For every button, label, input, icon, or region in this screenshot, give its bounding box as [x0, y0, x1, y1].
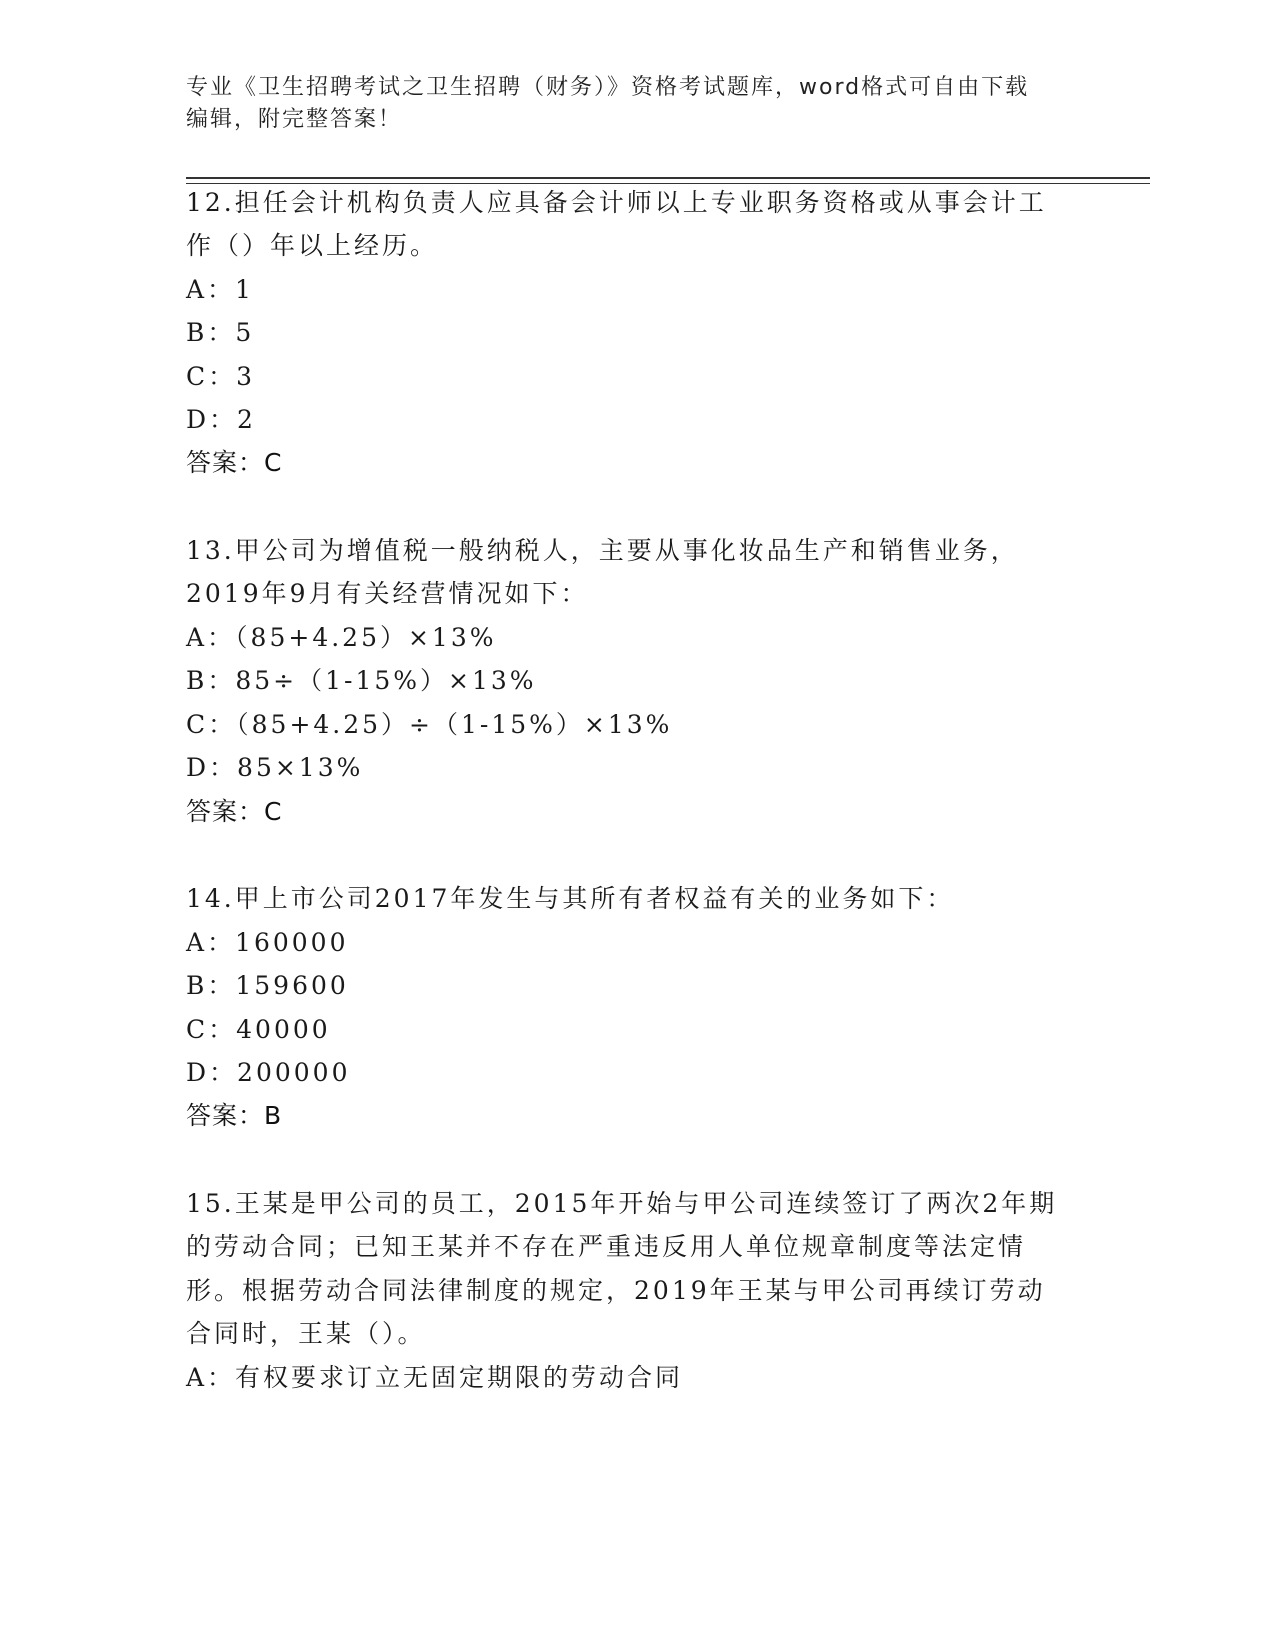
question-14-option-c: C：40000 — [186, 1015, 331, 1044]
question-13-option-b: B：85÷（1-15%）×13% — [186, 666, 537, 695]
question-14-option-d: D：200000 — [186, 1058, 351, 1087]
question-13-stem-line-2: 2019年9月有关经营情况如下： — [186, 579, 589, 608]
header-divider-thin — [186, 183, 1150, 184]
question-12-stem-line-2: 作（）年以上经历。 — [186, 231, 439, 260]
question-13-option-a: A：（85+4.25）×13% — [186, 623, 497, 652]
question-14-stem-line-1: 14.甲上市公司2017年发生与其所有者权益有关的业务如下： — [186, 884, 955, 913]
question-12-option-d: D：2 — [186, 405, 256, 434]
question-13-option-c: C：（85+4.25）÷（1-15%）×13% — [186, 710, 673, 739]
question-14-option-a: A：160000 — [186, 928, 349, 957]
header-line-1: 专业《卫生招聘考试之卫生招聘（财务）》资格考试题库，word格式可自由下载 — [186, 75, 1030, 100]
question-13-answer: 答案：C — [186, 797, 283, 826]
question-13-stem-line-1: 13.甲公司为增值税一般纳税人，主要从事化妆品生产和销售业务， — [186, 536, 1019, 565]
document-header — [186, 72, 1066, 136]
question-15-option-a: A：有权要求订立无固定期限的劳动合同 — [186, 1363, 684, 1392]
header-divider-thick — [186, 177, 1150, 179]
question-14-answer: 答案：B — [186, 1101, 283, 1130]
question-15-stem-line-3: 形。根据劳动合同法律制度的规定，2019年王某与甲公司再续订劳动 — [186, 1276, 1046, 1305]
question-12-answer: 答案：C — [186, 448, 283, 477]
question-15-stem-line-1: 15.王某是甲公司的员工，2015年开始与甲公司连续签订了两次2年期 — [186, 1189, 1058, 1218]
question-14-option-b: B：159600 — [186, 971, 349, 1000]
question-12-stem-line-1: 12.担任会计机构负责人应具备会计师以上专业职务资格或从事会计工 — [186, 188, 1047, 217]
question-12-option-c: C：3 — [186, 362, 256, 391]
header-line-2: 编辑，附完整答案！ — [186, 107, 403, 132]
question-15-stem-line-4: 合同时，王某（）。 — [186, 1319, 426, 1348]
question-15-stem-line-2: 的劳动合同；已知王某并不存在严重违反用人单位规章制度等法定情 — [186, 1232, 1027, 1261]
question-12-option-b: B：5 — [186, 318, 255, 347]
question-12-option-a: A：1 — [186, 275, 254, 304]
question-13-option-d: D：85×13% — [186, 753, 364, 782]
